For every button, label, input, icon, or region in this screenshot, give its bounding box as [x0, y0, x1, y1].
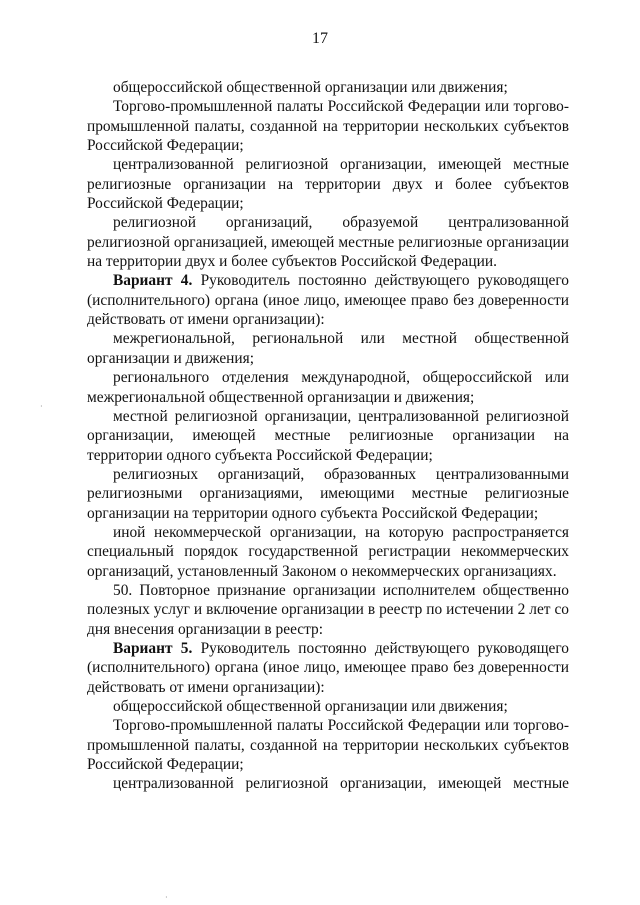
paragraph — [87, 213, 569, 271]
paragraph-text: религиозной организаций, образуемой централизованной религиозной организацией, имеющей местные религиозные организации на территории двух и более субъектов Российской Федерации. — [87, 214, 569, 271]
paragraph — [87, 155, 569, 213]
paragraph — [87, 407, 569, 465]
paragraph — [87, 271, 569, 329]
paragraph-text: общероссийской общественной организации или движения; — [113, 698, 508, 715]
paragraph-text: Торгово-промышленной палаты Российской Федерации или торгово-промышленной палаты, созданной на территории нескольких субъектов Российской Федерации; — [87, 717, 569, 774]
paragraph — [87, 368, 569, 407]
paragraph-text: иной некоммерческой организации, на которую распространяется специальный порядок государственной регистрации некоммерческих организаций, установленный Законом о некоммерческих организациях. — [87, 523, 569, 580]
variant-heading: Вариант 4. — [113, 272, 193, 290]
paragraph — [87, 581, 569, 639]
variant-heading: Вариант 5. — [113, 639, 193, 657]
paragraph — [87, 465, 569, 523]
paragraph-text: 50. Повторное признание организации исполнителем общественно полезных услуг и включение организации в реестр по истечении 2 лет со дня внесения организации в реестр: — [87, 581, 569, 638]
page-number: 17 — [312, 30, 328, 47]
paragraph-text: религиозных организаций, образованных централизованными религиозными организациями, имеющими местные религиозные организации на территории одного субъекта Российской Федерации; — [87, 465, 569, 522]
paragraph-text: Торгово-промышленной палаты Российской Федерации или торгово-промышленной палаты, созданной на территории нескольких субъектов Российской Федерации; — [87, 98, 569, 155]
paragraph-text: регионального отделения международной, общероссийской или межрегиональной общественной организации и движения; — [87, 369, 569, 406]
paragraph-text: общероссийской общественной организации или движения; — [113, 79, 508, 96]
scan-speck: · — [165, 893, 168, 902]
paragraph — [87, 774, 569, 793]
paragraph-text: Руководитель постоянно действующего руководящего (исполнительного) органа (иное лицо, имеющее право без доверенности действовать от имени организации): — [87, 272, 569, 329]
paragraph — [87, 639, 569, 697]
paragraph — [87, 78, 569, 97]
paragraph-text: межрегиональной, региональной или местной общественной организации и движения; — [87, 330, 569, 367]
paragraph — [87, 716, 569, 774]
paragraph-text: централизованной религиозной организации, имеющей местные — [113, 775, 569, 793]
paragraph — [87, 329, 569, 368]
body-text — [87, 78, 569, 794]
scan-speck: · — [40, 402, 43, 411]
paragraph-text: местной религиозной организации, централизованной религиозной организации, имеющей местные религиозные организации на территории одного субъекта Российской Федерации; — [87, 407, 569, 464]
paragraph — [87, 697, 569, 716]
paragraph-text: Руководитель постоянно действующего руководящего (исполнительного) органа (иное лицо, имеющее право без доверенности действовать от имени организации): — [87, 639, 569, 696]
paragraph-text: централизованной религиозной организации, имеющей местные религиозные организации на территории двух и более субъектов Российской Федерации; — [87, 156, 569, 213]
paragraph — [87, 523, 569, 581]
paragraph — [87, 97, 569, 155]
